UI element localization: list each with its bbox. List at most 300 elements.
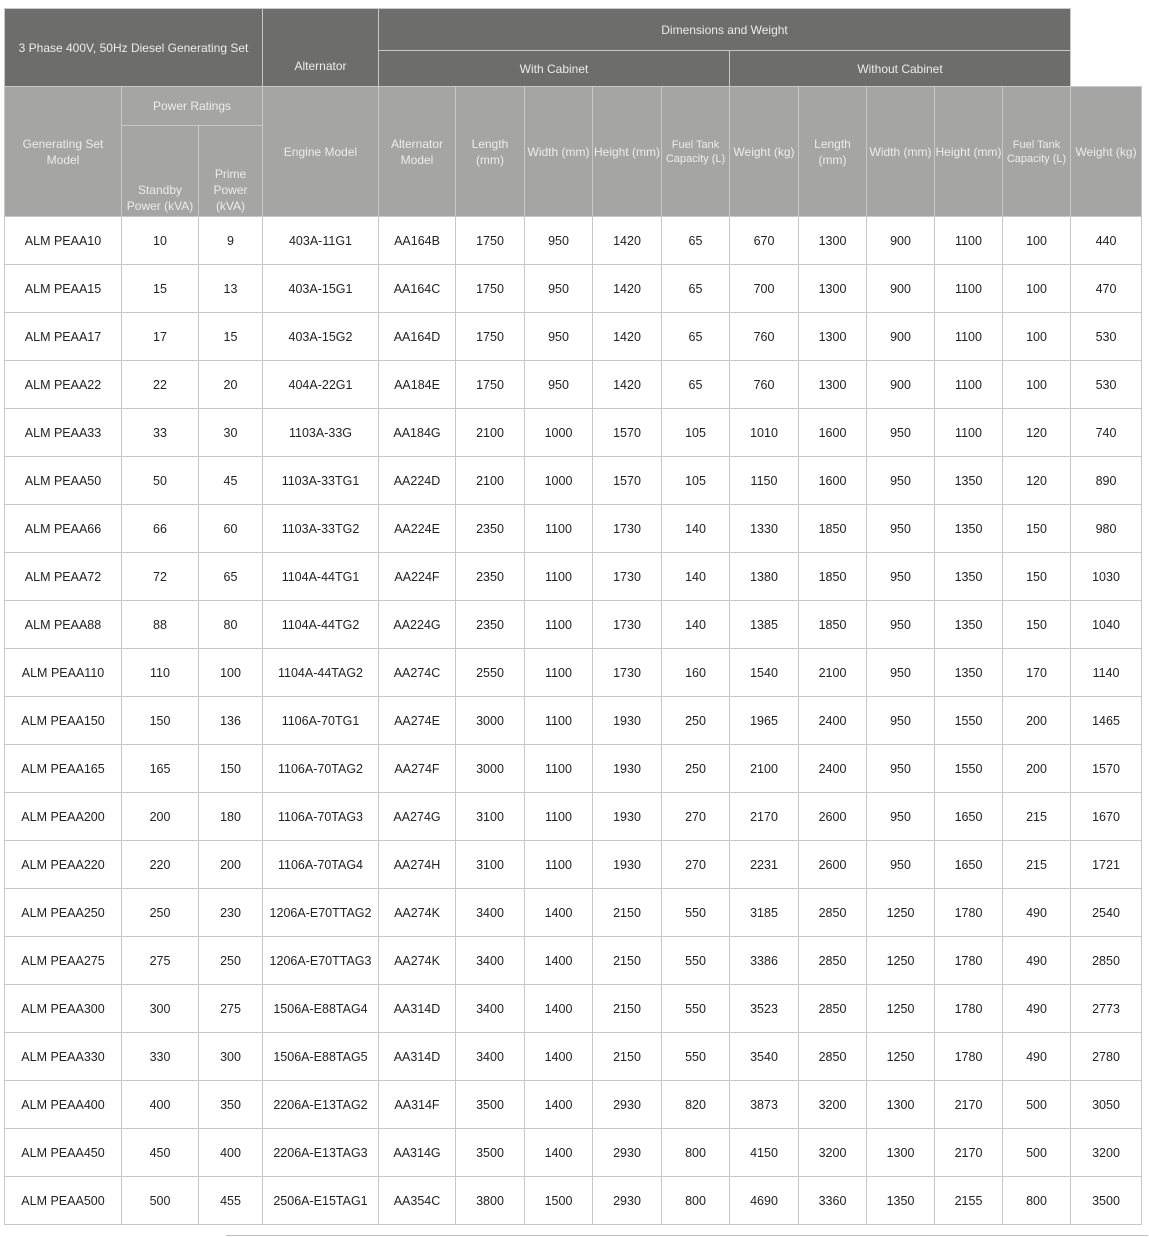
table-cell: 65 (662, 361, 730, 409)
table-cell: 2206A-E13TAG3 (263, 1129, 379, 1177)
table-cell: AA274K (379, 937, 456, 985)
table-cell: 500 (122, 1177, 199, 1225)
table-cell: 1250 (867, 1033, 935, 1081)
table-cell: 1965 (730, 697, 799, 745)
table-cell: 250 (662, 745, 730, 793)
table-cell: 1420 (593, 361, 662, 409)
table-cell: 1600 (799, 409, 867, 457)
without-cabinet-header: Without Cabinet (730, 51, 1071, 87)
table-cell: 1330 (730, 505, 799, 553)
table-cell: 2170 (730, 793, 799, 841)
table-cell: 1350 (867, 1177, 935, 1225)
table-cell: 1300 (799, 217, 867, 265)
table-cell: ALM PEAA330 (5, 1033, 122, 1081)
table-cell: 2400 (799, 697, 867, 745)
table-cell: 1420 (593, 313, 662, 361)
table-cell: 1104A-44TG2 (263, 601, 379, 649)
table-cell: 3200 (799, 1081, 867, 1129)
table-cell: 1930 (593, 697, 662, 745)
col-length-header: Length (mm) (456, 87, 525, 217)
table-cell: 1100 (525, 745, 593, 793)
table-cell: 1100 (525, 505, 593, 553)
table-cell: 300 (199, 1033, 263, 1081)
table-cell: 950 (525, 313, 593, 361)
table-row (5, 1129, 1142, 1177)
table-cell: 2150 (593, 937, 662, 985)
table-cell: AA164B (379, 217, 456, 265)
table-cell: 2780 (1071, 1033, 1142, 1081)
table-cell: AA164D (379, 313, 456, 361)
alternator-group-header: Alternator (263, 9, 379, 87)
table-cell: 1106A-70TAG2 (263, 745, 379, 793)
table-cell: 2850 (1071, 937, 1142, 985)
table-cell: 950 (525, 217, 593, 265)
table-cell: 440 (1071, 217, 1142, 265)
table-cell: 2350 (456, 553, 525, 601)
power-ratings-header: Power Ratings (122, 87, 263, 126)
table-cell: 2850 (799, 985, 867, 1033)
table-cell: 1100 (935, 409, 1003, 457)
table-cell: 1570 (593, 457, 662, 505)
table-cell: 1750 (456, 313, 525, 361)
table-cell: 65 (662, 313, 730, 361)
table-cell: 3873 (730, 1081, 799, 1129)
table-cell: 1750 (456, 217, 525, 265)
table-cell: ALM PEAA15 (5, 265, 122, 313)
table-cell: 100 (1003, 217, 1071, 265)
table-cell: 500 (1003, 1081, 1071, 1129)
table-cell: 1550 (935, 745, 1003, 793)
table-cell: 2773 (1071, 985, 1142, 1033)
table-row (5, 697, 1142, 745)
table-cell: 2150 (593, 889, 662, 937)
table-cell: 160 (662, 649, 730, 697)
table-cell: 2400 (799, 745, 867, 793)
table-row (5, 745, 1142, 793)
table-body (5, 217, 1142, 1225)
table-cell: 760 (730, 361, 799, 409)
table-cell: 550 (662, 1033, 730, 1081)
table-cell: 890 (1071, 457, 1142, 505)
table-cell: 1400 (525, 1033, 593, 1081)
table-cell: 1100 (525, 649, 593, 697)
table-cell: 15 (122, 265, 199, 313)
table-cell: 2600 (799, 793, 867, 841)
table-cell: 1100 (525, 697, 593, 745)
table-cell: 150 (122, 697, 199, 745)
table-cell: 1030 (1071, 553, 1142, 601)
table-cell: 15 (199, 313, 263, 361)
table-row (5, 265, 1142, 313)
table-cell: 950 (867, 601, 935, 649)
table-cell: 1350 (935, 505, 1003, 553)
table-cell: 900 (867, 265, 935, 313)
table-cell: 3500 (456, 1081, 525, 1129)
table-cell: 1250 (867, 889, 935, 937)
table-cell: ALM PEAA300 (5, 985, 122, 1033)
table-cell: ALM PEAA110 (5, 649, 122, 697)
table-cell: 1300 (799, 313, 867, 361)
table-cell: 1010 (730, 409, 799, 457)
table-cell: 2930 (593, 1081, 662, 1129)
table-cell: 4150 (730, 1129, 799, 1177)
table-cell: ALM PEAA220 (5, 841, 122, 889)
table-row (5, 217, 1142, 265)
table-cell: 1103A-33TG2 (263, 505, 379, 553)
table-cell: 950 (867, 457, 935, 505)
table-header (5, 9, 1142, 217)
table-cell: 170 (1003, 649, 1071, 697)
table-row (5, 553, 1142, 601)
col-width-header-nc: Width (mm) (867, 87, 935, 217)
table-row (5, 361, 1142, 409)
table-cell: 2206A-E13TAG2 (263, 1081, 379, 1129)
dimensions-weight-header: Dimensions and Weight (379, 9, 1071, 51)
col-weight-header-nc: Weight (kg) (1071, 87, 1142, 217)
table-cell: 2850 (799, 937, 867, 985)
table-cell: AA314D (379, 1033, 456, 1081)
table-cell: 403A-11G1 (263, 217, 379, 265)
table-cell: ALM PEAA200 (5, 793, 122, 841)
table-cell: 1400 (525, 937, 593, 985)
table-row (5, 841, 1142, 889)
table-cell: 1930 (593, 841, 662, 889)
table-cell: 3500 (456, 1129, 525, 1177)
table-cell: 3400 (456, 1033, 525, 1081)
table-cell: 490 (1003, 985, 1071, 1033)
table-row (5, 1033, 1142, 1081)
table-cell: 400 (199, 1129, 263, 1177)
table-cell: 1780 (935, 937, 1003, 985)
table-cell: 530 (1071, 313, 1142, 361)
table-cell: 1420 (593, 217, 662, 265)
table-cell: 1106A-70TAG3 (263, 793, 379, 841)
table-cell: 3100 (456, 793, 525, 841)
table-cell: 230 (199, 889, 263, 937)
table-cell: 1140 (1071, 649, 1142, 697)
table-cell: 1780 (935, 889, 1003, 937)
table-cell: AA274C (379, 649, 456, 697)
table-cell: 105 (662, 409, 730, 457)
table-cell: 1100 (935, 361, 1003, 409)
table-cell: 500 (1003, 1129, 1071, 1177)
table-cell: 1100 (935, 313, 1003, 361)
table-cell: 150 (199, 745, 263, 793)
table-cell: 1300 (867, 1129, 935, 1177)
table-cell: 215 (1003, 841, 1071, 889)
table-cell: 1100 (525, 601, 593, 649)
col-standby-header: Standby Power (kVA) (122, 126, 199, 217)
table-cell: 150 (1003, 553, 1071, 601)
table-cell: 1780 (935, 1033, 1003, 1081)
table-cell: 1400 (525, 889, 593, 937)
table-cell: 403A-15G2 (263, 313, 379, 361)
table-cell: 760 (730, 313, 799, 361)
table-cell: 2100 (456, 409, 525, 457)
table-cell: 140 (662, 553, 730, 601)
generating-set-title: 3 Phase 400V, 50Hz Diesel Generating Set (5, 9, 263, 87)
table-cell: ALM PEAA165 (5, 745, 122, 793)
table-cell: 1206A-E70TTAG3 (263, 937, 379, 985)
table-cell: 4690 (730, 1177, 799, 1225)
table-cell: 2930 (593, 1129, 662, 1177)
table-cell: 1380 (730, 553, 799, 601)
table-cell: AA184E (379, 361, 456, 409)
table-cell: 950 (867, 553, 935, 601)
table-cell: 1103A-33TG1 (263, 457, 379, 505)
table-cell: 1550 (935, 697, 1003, 745)
table-cell: 1730 (593, 601, 662, 649)
table-row (5, 601, 1142, 649)
table-cell: 2930 (593, 1177, 662, 1225)
table-cell: 3400 (456, 937, 525, 985)
table-cell: 1730 (593, 553, 662, 601)
table-cell: 120 (1003, 409, 1071, 457)
table-cell: 1750 (456, 265, 525, 313)
table-cell: 2170 (935, 1129, 1003, 1177)
table-cell: 1650 (935, 793, 1003, 841)
table-cell: 900 (867, 361, 935, 409)
table-cell: 200 (199, 841, 263, 889)
table-cell: 1400 (525, 1129, 593, 1177)
table-cell: 72 (122, 553, 199, 601)
table-cell: 1385 (730, 601, 799, 649)
table-cell: 140 (662, 505, 730, 553)
table-cell: 1100 (525, 553, 593, 601)
table-cell: 550 (662, 889, 730, 937)
table-cell: 1206A-E70TTAG2 (263, 889, 379, 937)
table-row (5, 889, 1142, 937)
table-cell: 120 (1003, 457, 1071, 505)
table-cell: 3200 (799, 1129, 867, 1177)
table-cell: 136 (199, 697, 263, 745)
table-cell: 1300 (799, 265, 867, 313)
table-cell: 1400 (525, 985, 593, 1033)
table-cell: 1730 (593, 649, 662, 697)
table-cell: 700 (730, 265, 799, 313)
table-cell: 800 (1003, 1177, 1071, 1225)
table-cell: 140 (662, 601, 730, 649)
table-cell: 740 (1071, 409, 1142, 457)
table-cell: 3000 (456, 745, 525, 793)
table-row (5, 649, 1142, 697)
table-cell: 1104A-44TAG2 (263, 649, 379, 697)
table-cell: 9 (199, 217, 263, 265)
table-cell: 1300 (799, 361, 867, 409)
table-cell: 1000 (525, 457, 593, 505)
table-cell: 150 (1003, 601, 1071, 649)
table-cell: 1650 (935, 841, 1003, 889)
table-cell: 1506A-E88TAG4 (263, 985, 379, 1033)
table-cell: 1104A-44TG1 (263, 553, 379, 601)
table-cell: 400 (122, 1081, 199, 1129)
table-cell: 1850 (799, 601, 867, 649)
table-cell: 3400 (456, 889, 525, 937)
table-cell: AA224E (379, 505, 456, 553)
col-fuel-header-nc: Fuel Tank Capacity (L) (1003, 87, 1071, 217)
table-cell: 88 (122, 601, 199, 649)
table-cell: 800 (662, 1129, 730, 1177)
table-cell: 250 (199, 937, 263, 985)
table-cell: 1100 (525, 793, 593, 841)
table-cell: 1570 (1071, 745, 1142, 793)
table-row (5, 457, 1142, 505)
table-cell: 2350 (456, 601, 525, 649)
table-cell: 3800 (456, 1177, 525, 1225)
table-row (5, 937, 1142, 985)
table-cell: 2150 (593, 985, 662, 1033)
col-alternator-model-header: Alternator Model (379, 87, 456, 217)
table-cell: 950 (867, 793, 935, 841)
table-cell: AA274H (379, 841, 456, 889)
table-cell: 3000 (456, 697, 525, 745)
col-width-header: Width (mm) (525, 87, 593, 217)
col-model-header: Generating Set Model (5, 87, 122, 217)
table-cell: 1465 (1071, 697, 1142, 745)
with-cabinet-header: With Cabinet (379, 51, 730, 87)
table-cell: 215 (1003, 793, 1071, 841)
table-cell: 950 (867, 505, 935, 553)
table-cell: 1780 (935, 985, 1003, 1033)
table-cell: 3540 (730, 1033, 799, 1081)
table-row (5, 313, 1142, 361)
table-cell: AA274K (379, 889, 456, 937)
table-cell: 2850 (799, 889, 867, 937)
table-cell: 2540 (1071, 889, 1142, 937)
table-cell: 50 (122, 457, 199, 505)
table-cell: 490 (1003, 889, 1071, 937)
table-cell: 1930 (593, 793, 662, 841)
table-cell: 65 (199, 553, 263, 601)
table-row (5, 505, 1142, 553)
table-cell: ALM PEAA66 (5, 505, 122, 553)
table-cell: 550 (662, 985, 730, 1033)
table-cell: 900 (867, 313, 935, 361)
col-length-header-nc: Length (mm) (799, 87, 867, 217)
table-cell: 1850 (799, 553, 867, 601)
table-cell: 1350 (935, 457, 1003, 505)
table-cell: 900 (867, 217, 935, 265)
table-cell: 100 (1003, 313, 1071, 361)
table-cell: 450 (122, 1129, 199, 1177)
table-cell: 490 (1003, 937, 1071, 985)
table-cell: 275 (122, 937, 199, 985)
table-cell: 2506A-E15TAG1 (263, 1177, 379, 1225)
table-row (5, 1177, 1142, 1225)
table-cell: 1350 (935, 553, 1003, 601)
table-cell: AA354C (379, 1177, 456, 1225)
table-cell: 270 (662, 793, 730, 841)
table-cell: 404A-22G1 (263, 361, 379, 409)
bottom-divider (226, 1235, 1148, 1236)
table-cell: 2600 (799, 841, 867, 889)
table-cell: 2350 (456, 505, 525, 553)
table-cell: 950 (867, 745, 935, 793)
table-cell: 1730 (593, 505, 662, 553)
table-cell: 17 (122, 313, 199, 361)
table-cell: 2150 (593, 1033, 662, 1081)
table-cell: ALM PEAA450 (5, 1129, 122, 1177)
table-cell: 66 (122, 505, 199, 553)
table-cell: 950 (867, 409, 935, 457)
table-cell: 1506A-E88TAG5 (263, 1033, 379, 1081)
table-cell: 550 (662, 937, 730, 985)
table-cell: 250 (122, 889, 199, 937)
table-cell: 470 (1071, 265, 1142, 313)
table-cell: 950 (867, 841, 935, 889)
table-cell: ALM PEAA72 (5, 553, 122, 601)
table-cell: 180 (199, 793, 263, 841)
table-cell: 1250 (867, 985, 935, 1033)
table-cell: 3386 (730, 937, 799, 985)
table-row (5, 1081, 1142, 1129)
table-cell: AA314D (379, 985, 456, 1033)
table-cell: AA224F (379, 553, 456, 601)
table-cell: 350 (199, 1081, 263, 1129)
table-cell: 950 (867, 649, 935, 697)
table-cell: 670 (730, 217, 799, 265)
table-cell: ALM PEAA33 (5, 409, 122, 457)
table-cell: ALM PEAA50 (5, 457, 122, 505)
table-cell: 2100 (456, 457, 525, 505)
table-cell: 950 (867, 697, 935, 745)
table-cell: 1350 (935, 601, 1003, 649)
table-cell: 1420 (593, 265, 662, 313)
table-cell: 1250 (867, 937, 935, 985)
table-cell: 1150 (730, 457, 799, 505)
table-cell: ALM PEAA88 (5, 601, 122, 649)
table-cell: ALM PEAA22 (5, 361, 122, 409)
table-cell: 950 (525, 265, 593, 313)
table-cell: 1540 (730, 649, 799, 697)
table-cell: 150 (1003, 505, 1071, 553)
table-cell: 3050 (1071, 1081, 1142, 1129)
table-cell: AA274G (379, 793, 456, 841)
col-fuel-header: Fuel Tank Capacity (L) (662, 87, 730, 217)
table-cell: 490 (1003, 1033, 1071, 1081)
table-cell: 2550 (456, 649, 525, 697)
table-cell: 200 (1003, 745, 1071, 793)
table-cell: 455 (199, 1177, 263, 1225)
table-cell: 1670 (1071, 793, 1142, 841)
table-cell: 165 (122, 745, 199, 793)
table-cell: 1600 (799, 457, 867, 505)
table-cell: 950 (525, 361, 593, 409)
table-cell: 20 (199, 361, 263, 409)
table-cell: 3523 (730, 985, 799, 1033)
table-cell: ALM PEAA275 (5, 937, 122, 985)
table-cell: 3360 (799, 1177, 867, 1225)
col-engine-header: Engine Model (263, 87, 379, 217)
table-cell: 1300 (867, 1081, 935, 1129)
table-cell: ALM PEAA150 (5, 697, 122, 745)
table-cell: 65 (662, 265, 730, 313)
col-height-header-nc: Height (mm) (935, 87, 1003, 217)
table-cell: 3500 (1071, 1177, 1142, 1225)
table-cell: 270 (662, 841, 730, 889)
table-cell: 820 (662, 1081, 730, 1129)
table-cell: 3100 (456, 841, 525, 889)
table-cell: 200 (1003, 697, 1071, 745)
table-cell: 980 (1071, 505, 1142, 553)
table-cell: AA274E (379, 697, 456, 745)
table-cell: AA224G (379, 601, 456, 649)
table-cell: AA314G (379, 1129, 456, 1177)
table-cell: 2100 (799, 649, 867, 697)
generator-spec-table (4, 8, 1142, 1225)
table-cell: 100 (199, 649, 263, 697)
table-cell: 1100 (935, 217, 1003, 265)
